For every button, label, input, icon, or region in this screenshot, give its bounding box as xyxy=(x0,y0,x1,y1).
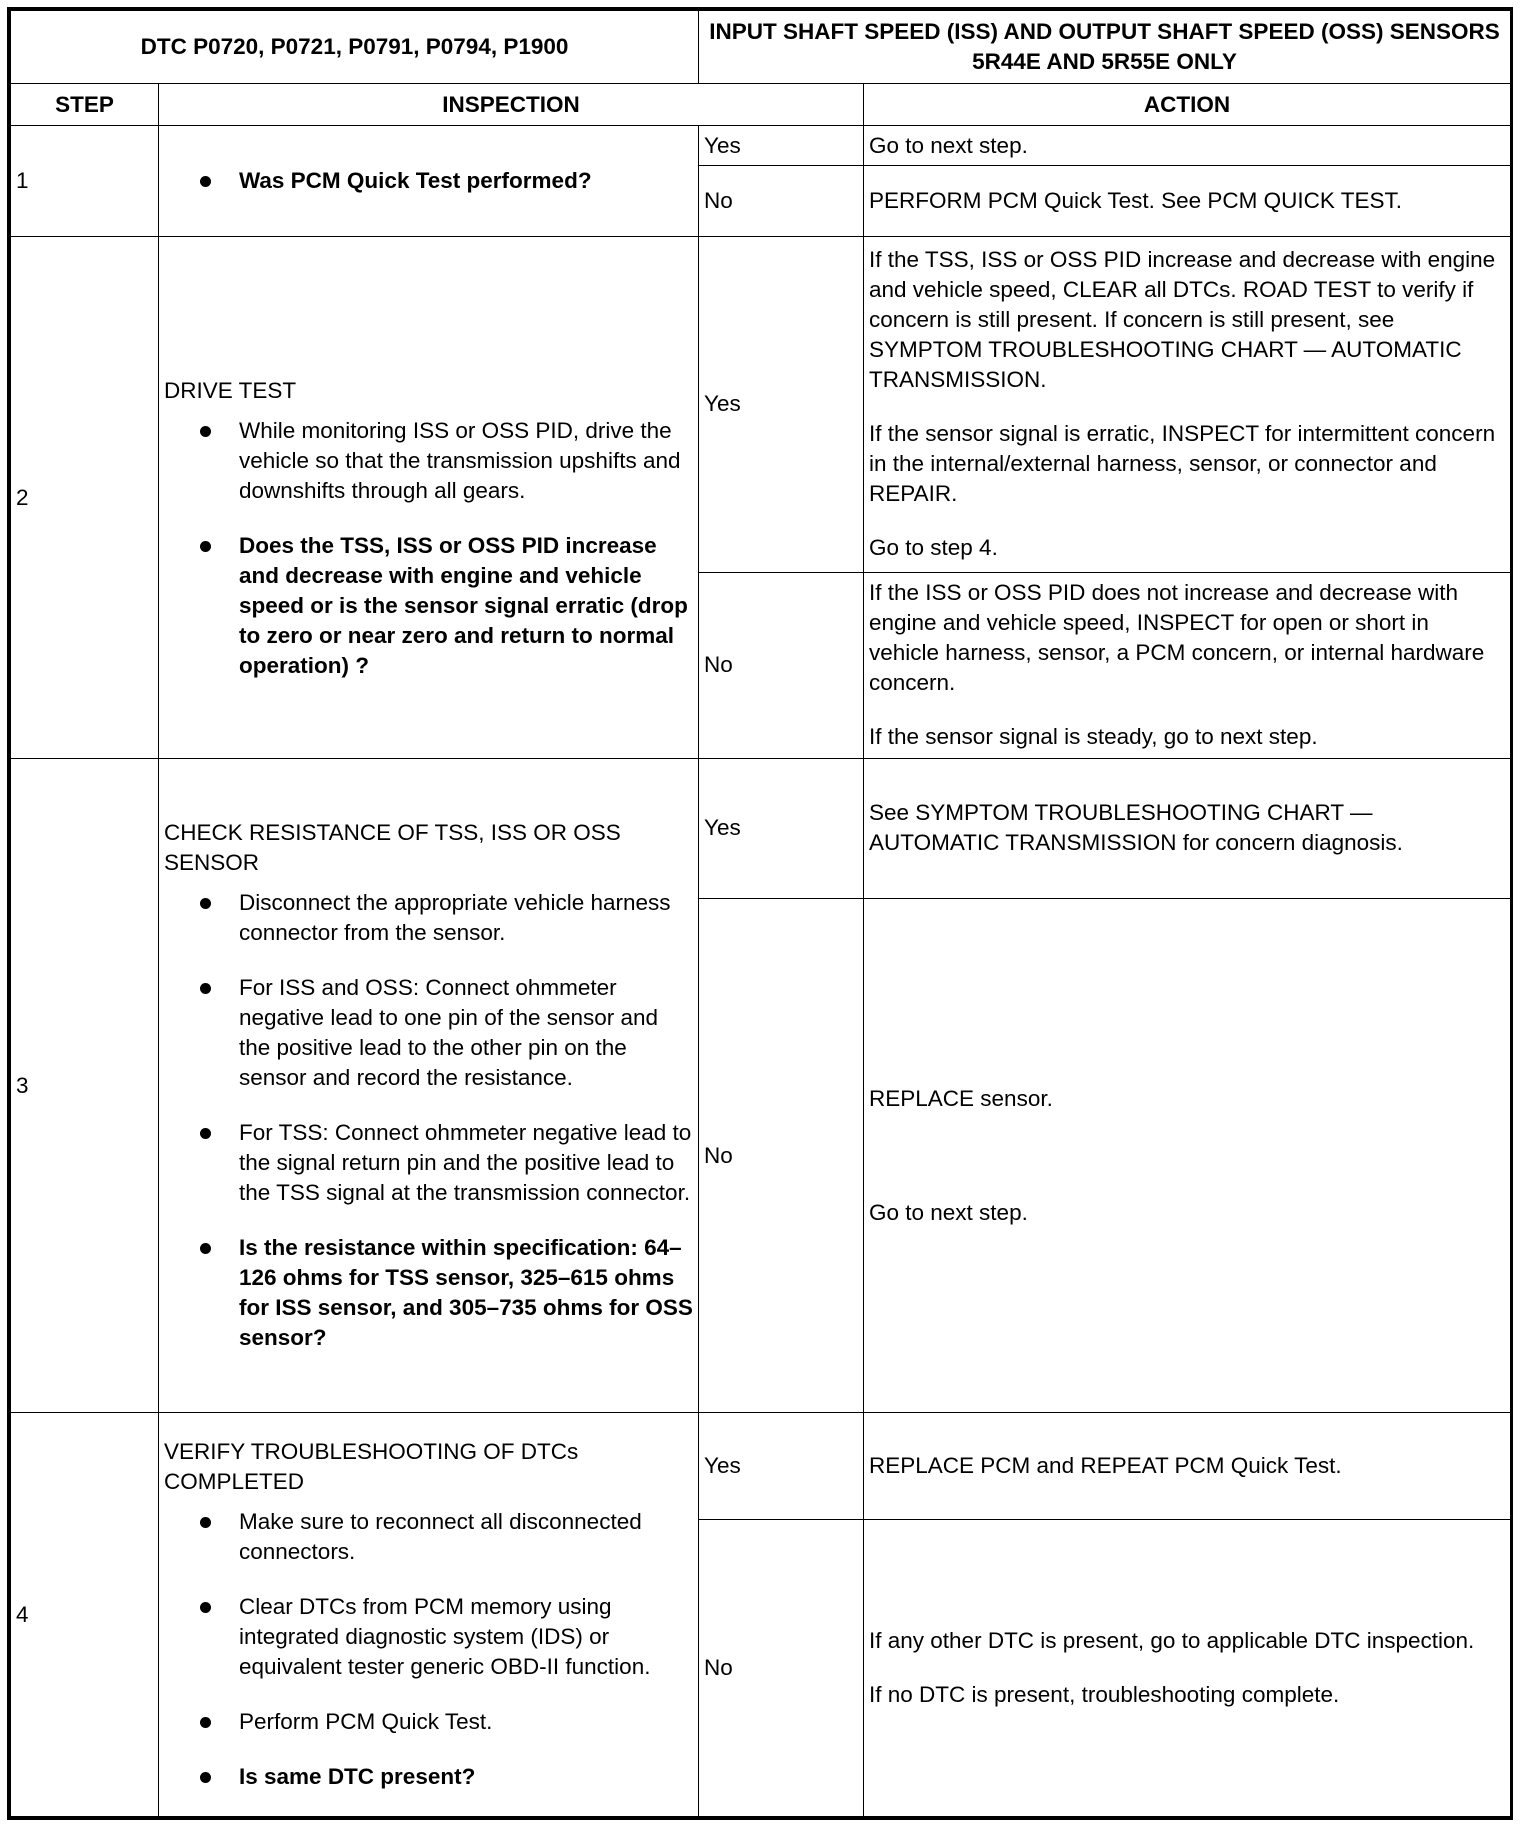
step-4-yes-row xyxy=(11,1413,1511,1519)
step-3-inspection xyxy=(159,758,699,1413)
document-title: INPUT SHAFT SPEED (ISS) AND OUTPUT SHAFT SPEED (OSS) SENSORS 5R44E AND 5R55E ONLY xyxy=(699,11,1511,84)
step-1-yes-row xyxy=(11,126,1511,166)
step-3-yes-action xyxy=(864,758,1511,898)
dtc-diagnostic-table xyxy=(10,10,1511,1817)
inspection-bullet: Does the TSS, ISS or OSS PID increase and decrease with engine and vehicle speed or is the sensor signal erratic (drop to zero or near zero and return to normal operation) ? xyxy=(239,531,693,681)
yes-label: Yes xyxy=(699,237,864,572)
yes-label: Yes xyxy=(699,758,864,898)
action-text: If the ISS or OSS PID does not increase and decrease with engine and vehicle speed, INSPECT for open or short in vehicle harness, sensor, a PCM concern, or internal hardware concern. xyxy=(869,580,1485,696)
col-action-header: ACTION xyxy=(864,84,1511,126)
no-label: No xyxy=(699,572,864,758)
inspection-bullet: Clear DTCs from PCM memory using integrated diagnostic system (IDS) or equivalent tester generic OBD-II function. xyxy=(239,1592,693,1682)
dtc-codes: DTC P0720, P0721, P0791, P0794, P1900 xyxy=(11,11,699,84)
header-row xyxy=(11,11,1511,84)
action-text: If no DTC is present, troubleshooting complete. xyxy=(869,1681,1340,1707)
inspection-bullet: Is the resistance within specification: 64–126 ohms for TSS sensor, 325–615 ohms for ISS sensor, and 305–735 ohms for OSS sensor? xyxy=(239,1233,693,1353)
bullet-icon xyxy=(200,898,211,909)
inspection-bullet: For TSS: Connect ohmmeter negative lead to the signal return pin and the positive lead to the TSS signal at the transmission connector. xyxy=(239,1118,693,1208)
bullet-icon xyxy=(200,1128,211,1139)
step-3-yes-row xyxy=(11,758,1511,898)
inspection-title: VERIFY TROUBLESHOOTING OF DTCs COMPLETED xyxy=(164,1439,579,1495)
inspection-bullet: Make sure to reconnect all disconnected connectors. xyxy=(239,1507,693,1567)
inspection-bullet: Perform PCM Quick Test. xyxy=(239,1707,693,1737)
action-text: Go to next step. xyxy=(869,132,1028,158)
inspection-bullet: For ISS and OSS: Connect ohmmeter negative lead to one pin of the sensor and the positive lead to the other pin on the sensor and record the resistance. xyxy=(239,973,693,1093)
bullet-icon xyxy=(200,1772,211,1783)
no-label: No xyxy=(699,1519,864,1816)
action-text: Go to step 4. xyxy=(869,535,998,561)
step-1-inspection xyxy=(159,126,699,237)
bullet-icon xyxy=(200,541,211,552)
dtc-document xyxy=(7,7,1513,1820)
inspection-title: DRIVE TEST xyxy=(164,378,297,403)
action-text: PERFORM PCM Quick Test. See PCM QUICK TEST. xyxy=(869,188,1403,214)
action-text: REPLACE PCM and REPEAT PCM Quick Test. xyxy=(869,1453,1342,1479)
yes-label: Yes xyxy=(699,126,864,166)
bullet-icon xyxy=(200,1717,211,1728)
column-header-row xyxy=(11,84,1511,126)
step-number: 4 xyxy=(11,1413,159,1817)
action-text: If the sensor signal is erratic, INSPECT for intermittent concern in the internal/external harness, sensor, or connector and REPAIR. xyxy=(869,421,1496,507)
bullet-icon xyxy=(200,426,211,437)
step-1-no-action xyxy=(864,166,1511,237)
step-number: 1 xyxy=(11,126,159,237)
bullet-icon xyxy=(200,1602,211,1613)
no-label: No xyxy=(699,898,864,1413)
inspection-bullet: While monitoring ISS or OSS PID, drive the vehicle so that the transmission upshifts and downshifts through all gears. xyxy=(239,416,693,506)
inspection-bullet: Is same DTC present? xyxy=(239,1762,693,1792)
step-1-yes-action xyxy=(864,126,1511,166)
step-number: 2 xyxy=(11,237,159,759)
step-2-yes-action xyxy=(864,237,1511,572)
bullet-icon xyxy=(200,983,211,994)
step-2-no-action xyxy=(864,572,1511,758)
step-3-no-action xyxy=(864,898,1511,1413)
action-text: If the sensor signal is steady, go to next step. xyxy=(869,724,1318,750)
action-text: REPLACE sensor. xyxy=(869,1085,1053,1111)
action-text: See SYMPTOM TROUBLESHOOTING CHART — AUTOMATIC TRANSMISSION for concern diagnosis. xyxy=(869,800,1403,856)
action-text: Go to next step. xyxy=(869,1199,1028,1225)
bullet-icon xyxy=(200,176,211,187)
yes-label: Yes xyxy=(699,1413,864,1519)
bullet-icon xyxy=(200,1517,211,1528)
inspection-title: CHECK RESISTANCE OF TSS, ISS OR OSS SENSOR xyxy=(164,820,621,876)
step-2-yes-row xyxy=(11,237,1511,572)
inspection-bullet: Was PCM Quick Test performed? xyxy=(239,166,693,196)
action-text: If any other DTC is present, go to applicable DTC inspection. xyxy=(869,1627,1475,1653)
no-label: No xyxy=(699,166,864,237)
col-inspection-header: INSPECTION xyxy=(159,84,864,126)
col-step-header: STEP xyxy=(11,84,159,126)
step-4-yes-action xyxy=(864,1413,1511,1519)
step-4-inspection xyxy=(159,1413,699,1817)
action-text: If the TSS, ISS or OSS PID increase and decrease with engine and vehicle speed, CLEAR all DTCs. ROAD TEST to verify if concern is still present. If concern is still present, see SYMPTOM TROUBLESHOOTING CHART — AUTOMATIC TRANSMISSION. xyxy=(869,247,1496,393)
step-number: 3 xyxy=(11,758,159,1413)
inspection-bullet: Disconnect the appropriate vehicle harness connector from the sensor. xyxy=(239,888,693,948)
step-4-no-action xyxy=(864,1519,1511,1816)
bullet-icon xyxy=(200,1243,211,1254)
step-2-inspection xyxy=(159,237,699,759)
